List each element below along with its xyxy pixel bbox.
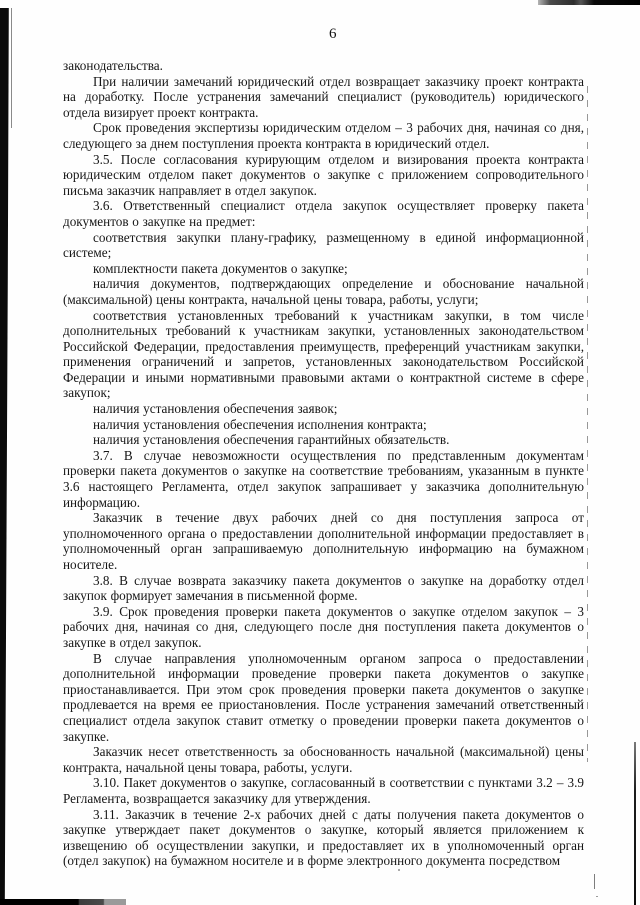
paragraph: Заказчик несет ответственность за обоснованность начальной (максимальной) цены контракта, начальной цены товара, работы, услуги. — [63, 744, 584, 775]
paragraph: Заказчик в течение двух рабочих дней со дня поступления запроса от уполномоченного органа о предоставлении дополнительной информации предоставляет в уполномоченный орган запрашиваемую дополнительную информацию на бумажном носителе. — [63, 510, 584, 572]
paragraph: 3.9. Срок проведения проверки пакета документов о закупке отделом закупок – 3 рабочих дня, начиная со дня, следующего после дня поступления пакета документов о закупке в отдел закупок. — [63, 603, 584, 650]
scan-artifact-top-right-bar — [538, 0, 640, 5]
paragraph: 3.10. Пакет документов о закупке, согласованный в соответствии с пунктами 3.2 – 3.9 Регламента, возвращается заказчику для утверждения. — [63, 775, 584, 806]
paragraph: Срок проведения экспертизы юридическим отделом – 3 рабочих дня, начиная со дня, следующего за днем поступления проекта контракта в юридический отдел. — [63, 120, 584, 151]
scan-artifact-speck — [596, 896, 598, 897]
scan-artifact-speck — [398, 869, 400, 871]
paragraph: 3.8. В случае возврата заказчику пакета документов о закупке на доработку отдел закупок формирует замечания в письменной форме. — [63, 572, 584, 604]
scan-artifact-right-edge-line — [634, 742, 636, 905]
scan-artifact-dashed-line — [587, 86, 588, 762]
scan-artifact-left-edge — [0, 8, 10, 905]
scan-artifact-left-hairline — [11, 8, 12, 128]
paragraph: наличия установления обеспечения исполнения контракта; — [93, 416, 427, 432]
paragraph: наличия установления обеспечения гарантийных обязательств. — [93, 432, 450, 448]
paragraph: В случае направления уполномоченным органом запроса о предоставлении дополнительной информации проведение проверки пакета документов о закупке приостанавливается. При этом срок проведения проверки пакета документов о закупке продлевается на время ее приостановления. После устранения замечаний ответственный специалист отдела закупок ставит отметку о проведении проверки пакета документов о закупке. — [63, 650, 584, 744]
paragraph: наличия документов, подтверждающих определение и обоснование начальной (максимальной) цены контракта, начальной цены товара, работы, услуги; — [63, 276, 584, 307]
paragraph: законодательства. — [63, 58, 163, 73]
paragraph: 3.7. В случае невозможности осуществления по представленным документам проверки пакета документов о закупке на соответствие требованиям, указанным в пункте 3.6 настоящего Регламента, отдел закупок запрашивает у заказчика дополнительную информацию. — [63, 447, 584, 510]
document-body — [63, 58, 584, 869]
page-number: 6 — [329, 26, 337, 42]
paragraph: соответствия установленных требований к участникам закупки, в том числе дополнительных требований к участникам закупки, установленных законодательством Российской Федерации, предоставления преимуществ, преференций участникам закупки, применения ограничений и запретов, установленных законодательством Российской Федерации и иными нормативными правовыми актами о контрактной системе в сфере закупок; — [63, 307, 584, 401]
paragraph: 3.5. После согласования курирующим отделом и визирования проекта контракта юридическим отделом пакет документов о закупке с приложением сопроводительного письма заказчик направляет в отдел закупок. — [63, 151, 584, 198]
paragraph: комплектности пакета документов о закупке; — [93, 260, 348, 276]
paragraph: 3.6. Ответственный специалист отдела закупок осуществляет проверку пакета документов о закупке на предмет: — [63, 198, 584, 229]
scan-artifact-tick — [594, 874, 595, 889]
paragraph: 3.11. Заказчик в течение 2-х рабочих дней с даты получения пакета документов о закупке утверждает пакет документов о закупке, который является приложением к извещению об осуществлении закупки, и предоставляет их в уполномоченный орган (отдел закупок) на бумажном носителе и в форме электронного документа посредством — [63, 806, 584, 869]
paragraph: наличия установления обеспечения заявок; — [93, 401, 338, 417]
paragraph: соответствия закупки плану-графику, размещенному в единой информационной системе; — [63, 229, 584, 261]
scan-artifact-bottom-left-bar — [0, 899, 126, 905]
paragraph: При наличии замечаний юридический отдел возвращает заказчику проект контракта на доработку. После устранения замечаний специалист (руководитель) юридического отдела визирует проект контракта. — [63, 73, 584, 120]
